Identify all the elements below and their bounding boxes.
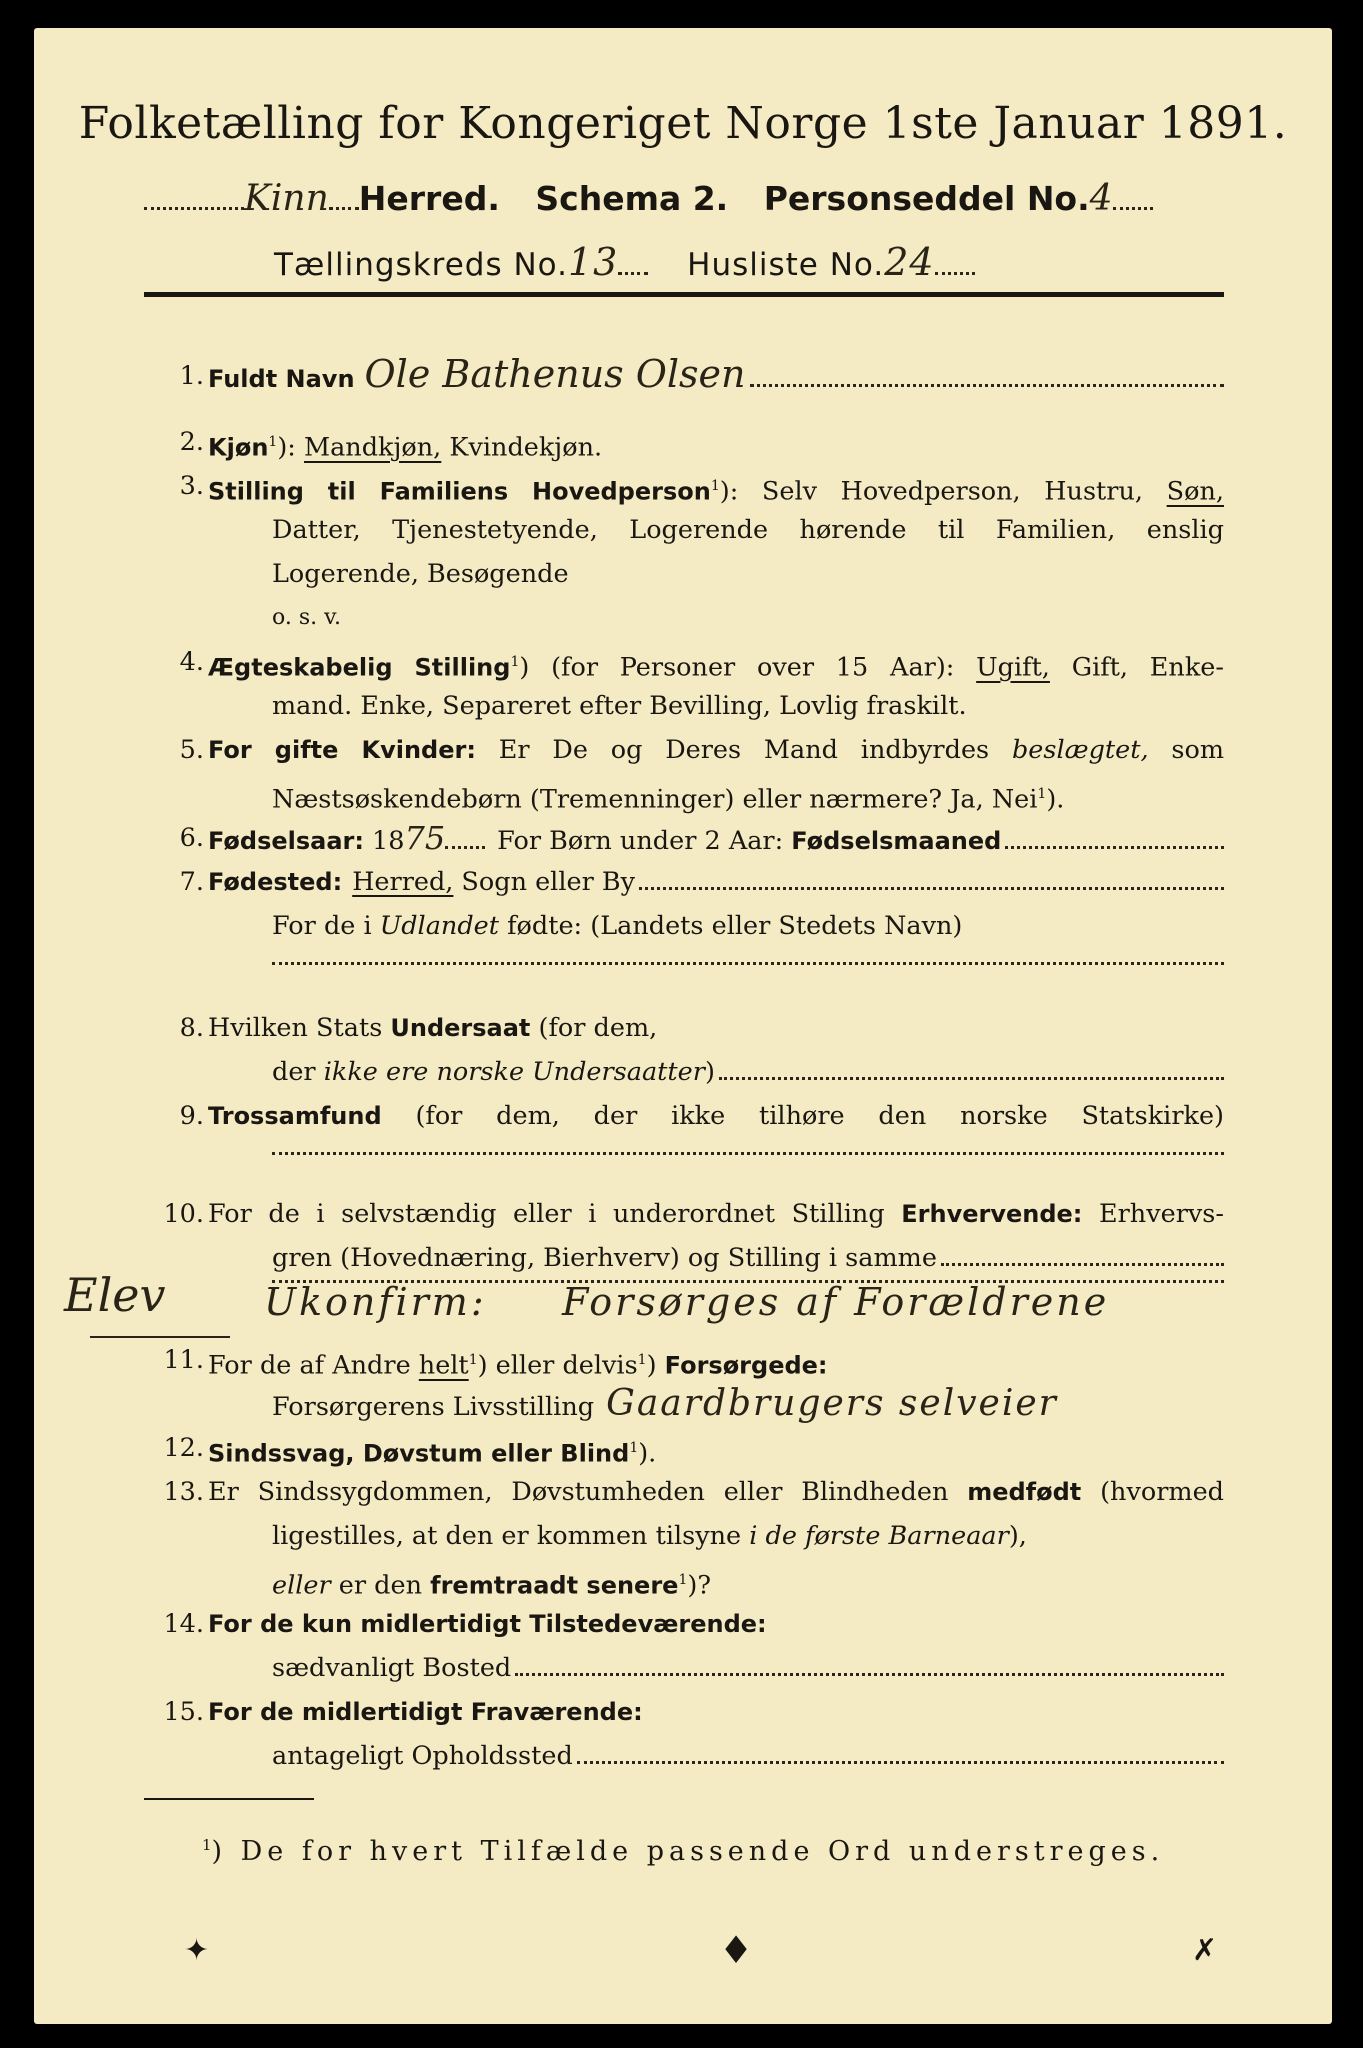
q4-line2: mand. Enke, Separeret efter Bevilling, Lovlig fraskilt. [272,691,967,721]
herred-schema-line [144,178,1242,228]
q5-line1a: Er De og Deres Mand indbyrdes [498,735,990,765]
q6-number: 6. [179,823,204,853]
q11-option-helt: helt [418,1350,469,1381]
husliste-value: 24 [884,240,935,284]
q5-sup: 1 [1037,786,1047,802]
q15-line2: antageligt Opholdssted [272,1741,573,1771]
q7-rest: Sogn eller By [461,867,636,897]
q5-number: 5. [179,735,204,765]
q11-provider-value: Gaardbrugers selveier [606,1383,1058,1424]
q3-sup: 1 [710,478,720,494]
q6-label2: Fødselsmaaned [791,827,1002,855]
q3-number: 3. [179,471,204,501]
registration-mark-center-icon: ♦ [719,1928,754,1972]
q7-udlandet: Udlandet [379,911,499,941]
q3-option-son: Søn, [1166,476,1224,507]
q10-margin-note: Elev [64,1268,166,1322]
q12-end: ). [638,1438,657,1469]
q4-line1b: Gift, Enke- [1071,652,1224,683]
q14-line2: sædvanligt Bosted [272,1653,512,1683]
q4-line1a: ) (for Personer over 15 Aar): [519,652,955,683]
q12-label: Sindssvag, Døvstum eller Blind [208,1439,630,1468]
q8-line1b: (for dem, [538,1013,658,1043]
q7-line2a: For de i [272,911,372,941]
herred-value: Kinn [244,178,329,219]
q13-line3i: eller [272,1570,331,1601]
q2-number: 2. [179,427,204,457]
kreds-value: 13 [567,240,619,284]
q12-sup: 1 [629,1440,639,1456]
q13-line2b: ), [1008,1521,1027,1551]
q9-number: 9. [179,1101,204,1131]
q11-line1b: ) eller delvis [477,1350,638,1381]
husliste-label: Husliste No. [687,247,885,283]
q2-colon: ): [277,432,296,463]
q4-option-ugift: Ugift, [976,652,1050,683]
herred-label: Herred. [358,179,500,218]
registration-mark-left-icon: ✦ [184,1933,210,1968]
q4-label: Ægteskabelig Stilling [208,653,511,682]
q9-rest: (for dem, der ikke tilhøre den norske Statskirke) [415,1101,1225,1131]
q2-option-kvindekjon: Kvindekjøn. [449,432,603,463]
q10-label: Erhvervende: [901,1200,1083,1228]
q8-line1a: Hvilken Stats [208,1013,383,1043]
schema-label: Schema 2. [535,179,729,218]
q10-line2: gren (Hovednæring, Bierhverv) og Stilling i samme [272,1243,937,1273]
q9-label: Trossamfund [208,1102,382,1130]
q13-medfodt: medfødt [967,1478,1082,1506]
kreds-label: Tællingskreds No. [274,247,568,283]
registration-mark-right-icon: ✗ [1192,1933,1218,1968]
kreds-husliste-line [274,240,975,284]
q13-line1b: (hvormed [1100,1477,1224,1507]
q15-label: For de midlertidigt Fraværende: [208,1698,643,1726]
q13-line3a: er den [338,1570,423,1601]
q8-number: 8. [179,1013,204,1043]
q7-label: Fødested: [208,868,343,896]
q3-line3: Logerende, Besøgende [272,559,569,589]
footnote-sup: 1 [202,1836,212,1854]
q4-sup: 1 [510,654,520,670]
q13-line2a: ligestilles, at den er kommen tilsyne [272,1521,742,1551]
q13-end: )? [687,1570,711,1601]
q2-sup: 1 [268,434,278,450]
q3-line2: Datter, Tjenestetyende, Logerende hørende til Familien, enslig [272,515,1224,545]
personseddel-value: 4 [1089,178,1113,219]
q10-occupation-value: Ukonfirm: Forsørges af Forældrene [264,1280,1110,1324]
q3-label: Stilling til Familiens Hovedperson [208,477,711,506]
q4-number: 4. [179,647,204,677]
q3-line4: o. s. v. [272,605,341,630]
q13-line2i: i de første Barneaar [749,1521,1009,1551]
q6-label: Fødselsaar: [208,827,364,855]
q6-year-value: 75 [404,819,446,857]
q10-line1a: For de i selvstændig eller i underordnet Stilling [208,1199,885,1229]
q5-line2: Næstsøskendebørn (Tremenninger) eller nærmere? Ja, Nei [272,784,1038,815]
q8-line2a: der [272,1057,316,1087]
q15-number: 15. [163,1697,204,1727]
q5-line1b: som [1171,735,1225,765]
q11-line1a: For de af Andre [208,1350,411,1381]
q11-sup-2: 1 [637,1352,647,1368]
q8-line2b: ) [704,1057,715,1087]
form-title: Folketælling for Kongeriget Norge 1ste Januar 1891. [78,98,1288,149]
q13-sup: 1 [678,1572,688,1588]
q11-number: 11. [163,1345,204,1375]
q11-sup: 1 [468,1352,478,1368]
header-rule [144,292,1224,297]
q1-label: Fuldt Navn [208,365,355,393]
q3-line1: ): Selv Hovedperson, Hustru, [719,476,1143,507]
q7-number: 7. [179,867,204,897]
census-form-sheet [34,28,1332,2024]
personseddel-label: Personseddel No. [763,179,1090,218]
q11-line2: Forsørgerens Livsstilling [272,1392,595,1422]
q14-number: 14. [163,1609,204,1639]
footnote-rule [144,1798,314,1800]
q7-option-herred: Herred, [352,867,454,897]
q2-label: Kjøn [208,433,269,462]
q6-prefix: 18 [372,826,405,856]
q13-line1a: Er Sindssygdommen, Døvstumheden eller Blindheden [208,1477,949,1507]
q1-name-value: Ole Bathenus Olsen [364,352,746,396]
q5-end: ). [1046,784,1065,815]
q10-line1b: Erhvervs- [1098,1199,1225,1229]
q8-line2i: ikke ere norske Undersaatter [323,1057,705,1087]
footnote [202,1836,1164,1867]
q6-under-two: For Børn under 2 Aar: [497,826,784,856]
q11-line1c: ) [646,1350,657,1381]
q14-label: For de kun midlertidigt Tilstedeværende: [208,1610,767,1638]
footnote-text: ) De for hvert Tilfælde passende Ord understreges. [211,1836,1165,1867]
q7-line2b: fødte: (Landets eller Stedets Navn) [507,911,963,941]
q13-number: 13. [163,1477,204,1507]
q5-beslaegtet: beslægtet, [1011,735,1149,765]
q2-option-mandkjon: Mandkjøn, [303,432,442,463]
q8-label: Undersaat [390,1014,531,1042]
q13-label: fremtraadt senere [430,1571,679,1600]
q10-number: 10. [163,1199,204,1229]
q1-number: 1. [179,361,204,391]
q11-label: Forsørgede: [664,1351,828,1380]
q12-number: 12. [163,1433,204,1463]
q5-label: For gifte Kvinder: [208,736,476,764]
